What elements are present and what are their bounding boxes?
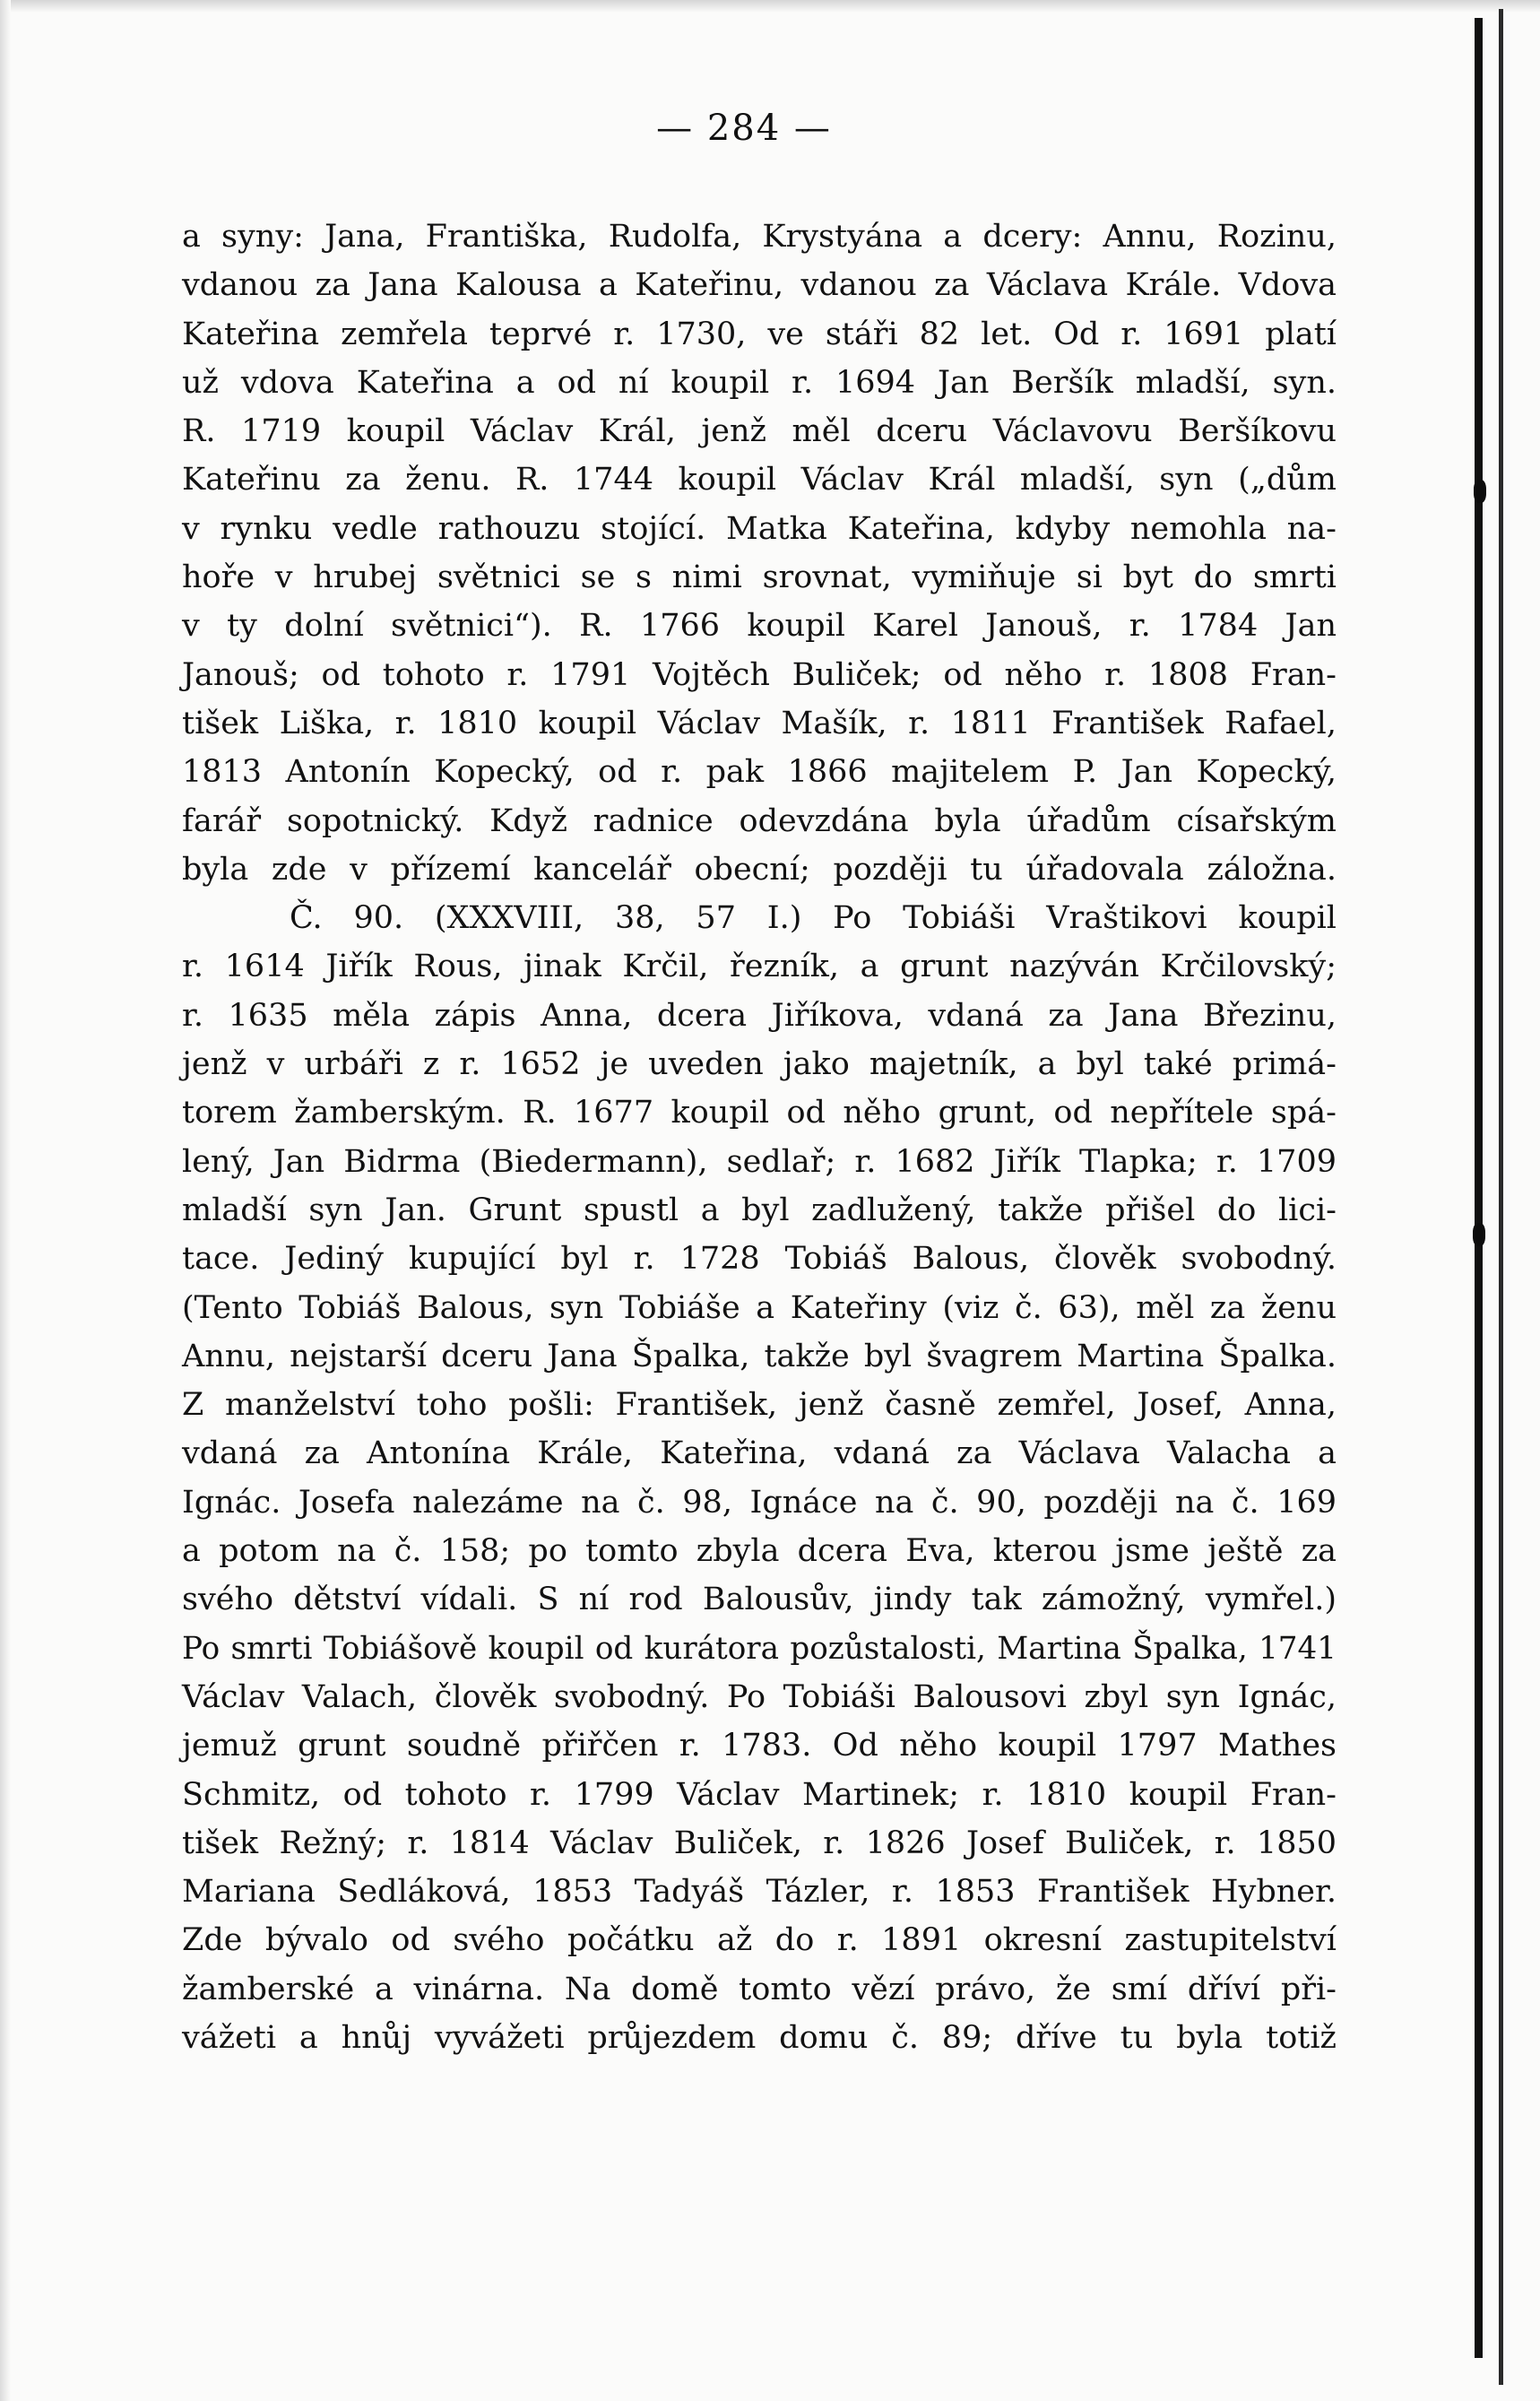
text-line: Po smrti Tobiášově koupil od kurátora pozůstalosti, Martina Špalka, 1741 bbox=[182, 1630, 1337, 1667]
text-line: tace. Jediný kupující byl r. 1728 Tobiáš Balous, člověk svobodný. bbox=[182, 1241, 1337, 1278]
text-line: vdaná za Antonína Krále, Kateřina, vdaná za Václava Valacha a bbox=[182, 1435, 1337, 1472]
text-line: v ty dolní světnici“). R. 1766 koupil Karel Janouš, r. 1784 Jan bbox=[182, 608, 1337, 645]
text-line: mladší syn Jan. Grunt spustl a byl zadlužený, takže přišel do lici- bbox=[182, 1192, 1337, 1228]
body-text bbox=[182, 212, 1337, 2062]
text-line: byla zde v přízemí kancelář obecní; později tu úřadovala záložna. bbox=[182, 851, 1337, 888]
text-line: Ignác. Josefa nalezáme na č. 98, Ignáce na č. 90, později na č. 169 bbox=[182, 1484, 1337, 1521]
text-line: vdanou za Jana Kalousa a Kateřinu, vdanou za Václava Krále. Vdova bbox=[182, 267, 1337, 304]
text-line: Mariana Sedláková, 1853 Tadyáš Tázler, r. 1853 František Hybner. bbox=[182, 1874, 1337, 1911]
text-line: Kateřina zemřela teprvé r. 1730, ve stáři 82 let. Od r. 1691 platí bbox=[182, 316, 1337, 352]
text-line: lený, Jan Bidrma (Biedermann), sedlař; r. 1682 Jiřík Tlapka; r. 1709 bbox=[182, 1143, 1337, 1180]
text-line: vážeti a hnůj vyvážeti průjezdem domu č. 89; dříve tu byla totiž bbox=[182, 2019, 1337, 2056]
text-line: a syny: Jana, Františka, Rudolfa, Krystyána a dcery: Annu, Rozinu, bbox=[182, 219, 1337, 255]
text-line: v rynku vedle rathouzu stojící. Matka Kateřina, kdyby nemohla na- bbox=[182, 510, 1337, 547]
text-line: jemuž grunt soudně přiřčen r. 1783. Od něho koupil 1797 Mathes bbox=[182, 1728, 1337, 1764]
text-line: tišek Liška, r. 1810 koupil Václav Mašík, r. 1811 František Rafael, bbox=[182, 705, 1337, 741]
book-edge-line bbox=[1499, 9, 1503, 2385]
page-number: — 284 — bbox=[656, 108, 832, 149]
text-line: žamberské a vinárna. Na domě tomto vězí právo, že smí dříví při- bbox=[182, 1971, 1337, 2007]
edge-ink-mark bbox=[1473, 1223, 1485, 1246]
text-line: Janouš; od tohoto r. 1791 Vojtěch Buliček; od něho r. 1808 Fran- bbox=[182, 656, 1337, 693]
text-line: a potom na č. 158; po tomto zbyla dcera Eva, kterou jsme ještě za bbox=[182, 1533, 1337, 1570]
book-edge-bar bbox=[1475, 18, 1483, 2358]
edge-ink-mark bbox=[1474, 480, 1486, 503]
left-scan-shadow bbox=[0, 0, 11, 2401]
text-line: Zde bývalo od svého počátku až do r. 1891 okresní zastupitelství bbox=[182, 1922, 1337, 1959]
text-line: Annu, nejstarší dceru Jana Špalka, takže byl švagrem Martina Špalka. bbox=[182, 1338, 1337, 1374]
top-scan-shadow bbox=[0, 0, 1540, 13]
text-line: už vdova Kateřina a od ní koupil r. 1694 Jan Beršík mladší, syn. bbox=[182, 364, 1337, 401]
text-line: Schmitz, od tohoto r. 1799 Václav Martinek; r. 1810 koupil Fran- bbox=[182, 1776, 1337, 1813]
text-line: 1813 Antonín Kopecký, od r. pak 1866 majitelem P. Jan Kopecký, bbox=[182, 754, 1337, 791]
text-line: Z manželství toho pošli: František, jenž časně zemřel, Josef, Anna, bbox=[182, 1387, 1337, 1424]
text-line: (Tento Tobiáš Balous, syn Tobiáše a Kateřiny (viz č. 63), měl za ženu bbox=[182, 1289, 1337, 1326]
text-line: r. 1614 Jiřík Rous, jinak Krčil, řezník, a grunt nazýván Krčilovský; bbox=[182, 949, 1337, 985]
text-line: Václav Valach, člověk svobodný. Po Tobiáši Balousovi zbyl syn Ignác, bbox=[182, 1678, 1337, 1715]
text-line: Kateřinu za ženu. R. 1744 koupil Václav Král mladší, syn („dům bbox=[182, 462, 1337, 498]
text-line: r. 1635 měla zápis Anna, dcera Jiříkova, vdaná za Jana Březinu, bbox=[182, 997, 1337, 1034]
text-line: farář sopotnický. Když radnice odevzdána byla úřadům císařským bbox=[182, 802, 1337, 839]
text-line: R. 1719 koupil Václav Král, jenž měl dceru Václavovu Beršíkovu bbox=[182, 413, 1337, 450]
text-line: jenž v urbáři z r. 1652 je uveden jako majetník, a byl také primá- bbox=[182, 1046, 1337, 1083]
text-line: tišek Režný; r. 1814 Václav Buliček, r. 1826 Josef Buliček, r. 1850 bbox=[182, 1825, 1337, 1861]
text-line: svého dětství vídali. S ní rod Balousův, jindy tak zámožný, vymřel.) bbox=[182, 1582, 1337, 1618]
text-line: hoře v hrubej světnici se s nimi srovnat, vymiňuje si byt do smrti bbox=[182, 559, 1337, 596]
text-line: torem žamberským. R. 1677 koupil od něho grunt, od nepřítele spá- bbox=[182, 1095, 1337, 1131]
text-line: Č. 90. (XXXVIII, 38, 57 I.) Po Tobiáši Vraštikovi koupil bbox=[290, 900, 1337, 937]
